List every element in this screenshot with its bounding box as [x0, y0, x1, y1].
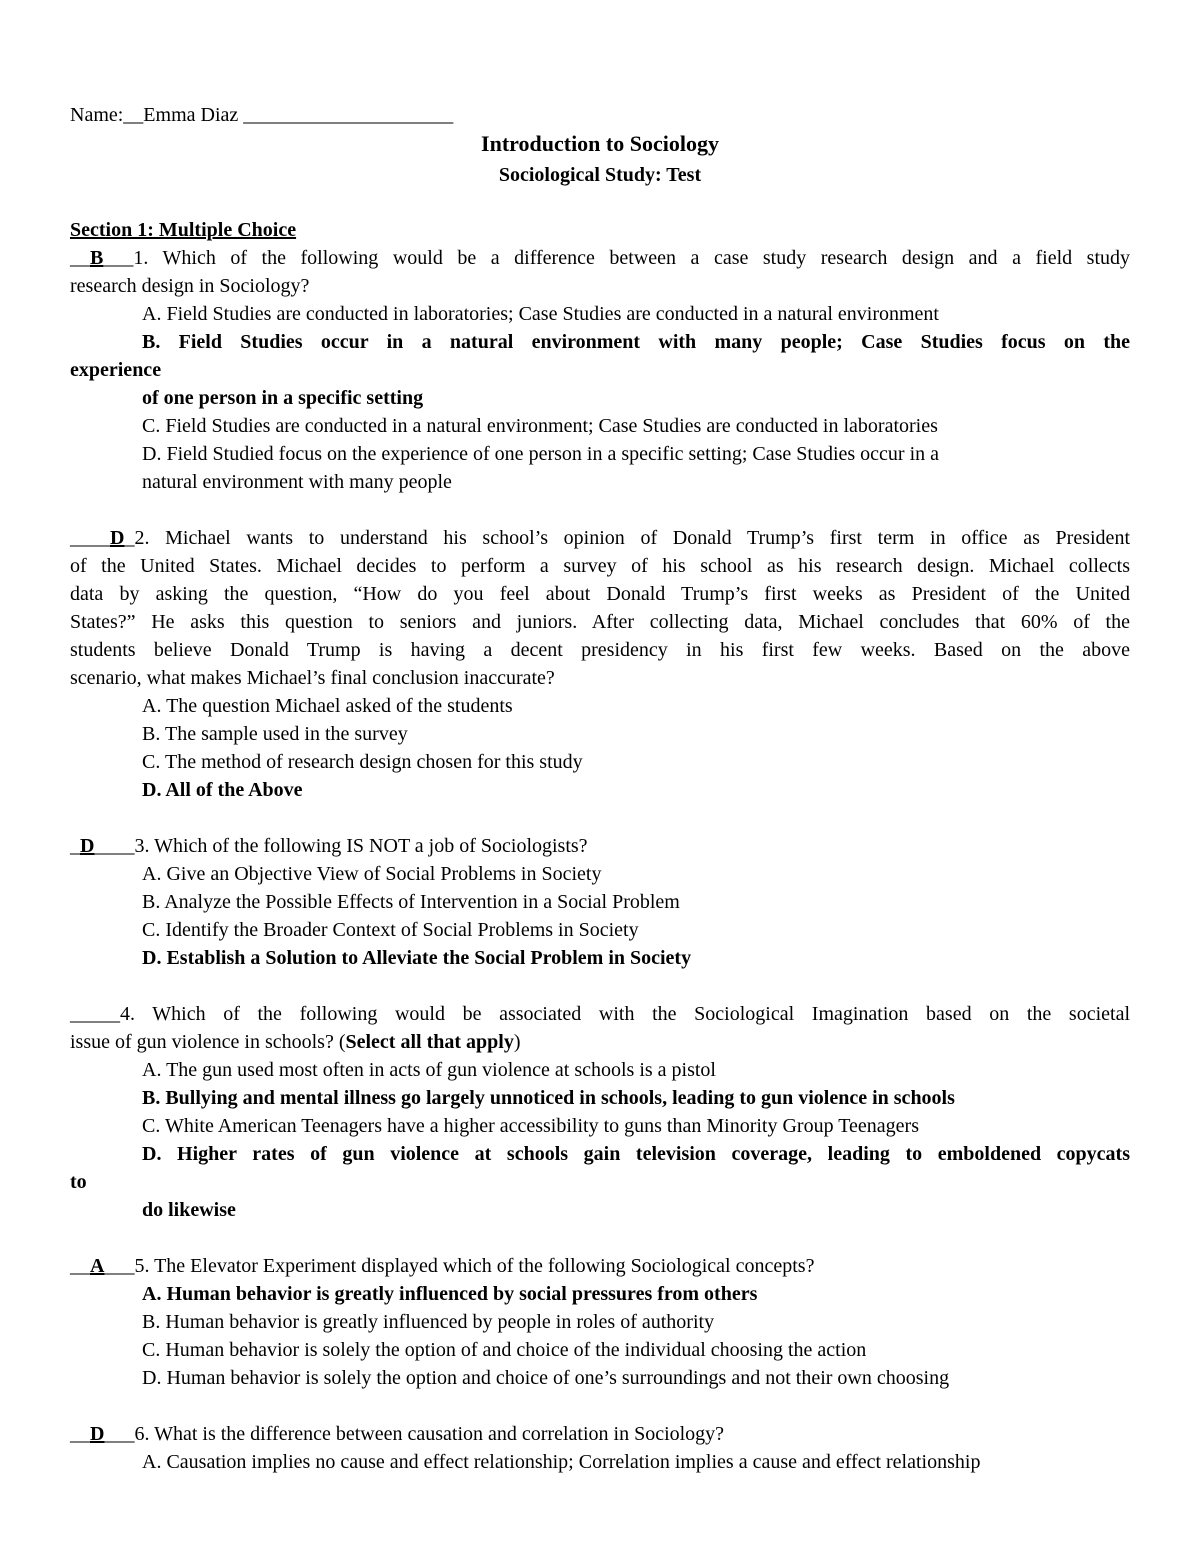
question-3-text: 3. Which of the following IS NOT a job of Sociologists?: [134, 835, 588, 857]
question-2-line-5: students believe Donald Trump is having a decent presidency in his first few weeks. Based on the above: [70, 639, 1130, 661]
answer-blank-pre: ____: [70, 527, 110, 549]
question-3: [70, 832, 1130, 860]
question-5-text: 5. The Elevator Experiment displayed which of the following Sociological concepts?: [134, 1255, 815, 1277]
question-4: [70, 1000, 1130, 1028]
q4-option-a: A. The gun used most often in acts of gun violence at schools is a pistol: [142, 1059, 716, 1081]
q1-option-c: C. Field Studies are conducted in a natural environment; Case Studies are conducted in laboratories: [142, 415, 938, 437]
question-2: [70, 524, 1130, 552]
q2-option-a: A. The question Michael asked of the students: [142, 695, 513, 717]
q4-option-b: B. Bullying and mental illness go largely unnoticed in schools, leading to gun violence in schools: [142, 1087, 955, 1109]
q1-option-b-line-2: experience: [70, 359, 162, 381]
q1-option-d-line-2: natural environment with many people: [142, 471, 452, 493]
answer-6: D: [90, 1423, 105, 1445]
answer-2: D: [110, 527, 125, 549]
name-line: Name:__Emma Diaz _____________________: [70, 104, 454, 126]
answer-blank-pre: __: [70, 247, 90, 269]
answer-blank-pre: __: [70, 1255, 90, 1277]
page-subtitle: Sociological Study: Test: [498, 164, 702, 186]
q3-option-a: A. Give an Objective View of Social Problems in Society: [142, 863, 602, 885]
q5-option-b: B. Human behavior is greatly influenced by people in roles of authority: [142, 1311, 715, 1333]
q1-option-b-line-3: of one person in a specific setting: [142, 387, 424, 409]
question-2-line-4: States?” He asks this question to seniors and juniors. After collecting data, Michael concludes that 60% of the: [70, 611, 1130, 633]
answer-blank-post: ____: [94, 835, 135, 857]
question-2-line-3: data by asking the question, “How do you feel about Donald Trump’s first weeks as President of the United: [70, 583, 1130, 605]
question-6: [70, 1420, 1130, 1448]
question-4-text: 4. Which of the following would be associated with the Sociological Imagination based on the societal: [120, 1003, 1130, 1025]
question-4-line-2: [70, 1028, 1130, 1056]
page-title: Introduction to Sociology: [481, 131, 719, 156]
q2-option-c: C. The method of research design chosen for this study: [142, 751, 583, 773]
question-1-line-2: research design in Sociology?: [70, 275, 310, 297]
question-1: [70, 244, 1130, 272]
q2-option-b: B. The sample used in the survey: [142, 723, 408, 745]
q2-option-d: D. All of the Above: [142, 779, 303, 801]
q5-option-c: C. Human behavior is solely the option of and choice of the individual choosing the action: [142, 1339, 867, 1361]
answer-blank-pre: __: [70, 1423, 90, 1445]
question-2-line-6: scenario, what makes Michael’s final conclusion inaccurate?: [70, 667, 555, 689]
answer-blank-post: ___: [103, 247, 134, 269]
q5-option-a: A. Human behavior is greatly influenced by social pressures from others: [142, 1283, 758, 1305]
section-heading: Section 1: Multiple Choice: [70, 219, 297, 241]
q3-option-d: D. Establish a Solution to Alleviate the Social Problem in Society: [142, 947, 692, 969]
answer-blank-pre: _: [70, 835, 80, 857]
question-1-text: 1. Which of the following would be a difference between a case study research design and a field study: [133, 247, 1130, 269]
select-all-note: Select all that apply: [345, 1031, 514, 1053]
question-5: [70, 1252, 1130, 1280]
question-6-text: 6. What is the difference between causation and correlation in Sociology?: [134, 1423, 725, 1445]
answer-3: D: [80, 835, 95, 857]
question-2-text: 2. Michael wants to understand his school’s opinion of Donald Trump’s first term in office as President: [134, 527, 1130, 549]
answer-blank-post: _: [124, 527, 135, 549]
q4-option-c: C. White American Teenagers have a higher accessibility to guns than Minority Group Teenagers: [142, 1115, 919, 1137]
answer-1: B: [90, 247, 104, 269]
q4-option-d-line-3: do likewise: [142, 1199, 236, 1221]
question-4-line-2-close: ): [513, 1031, 521, 1053]
q1-option-d: D. Field Studied focus on the experience of one person in a specific setting; Case Studies occur in a: [142, 443, 940, 465]
q3-option-c: C. Identify the Broader Context of Social Problems in Society: [142, 919, 639, 941]
q1-option-b: B. Field Studies occur in a natural environment with many people; Case Studies focus on the: [142, 331, 1130, 353]
q3-option-b: B. Analyze the Possible Effects of Intervention in a Social Problem: [142, 891, 680, 913]
question-2-line-2: of the United States. Michael decides to perform a survey of his school as his research design. Michael collects: [70, 555, 1130, 577]
q4-option-d-line-2: to: [70, 1171, 87, 1193]
q4-option-d: D. Higher rates of gun violence at schools gain television coverage, leading to emboldened copycats: [142, 1143, 1130, 1165]
answer-5: A: [90, 1255, 105, 1277]
q6-option-a: A. Causation implies no cause and effect relationship; Correlation implies a cause and effect relationship: [142, 1451, 981, 1473]
answer-blank-post: ___: [104, 1255, 135, 1277]
question-4-line-2-text: issue of gun violence in schools? (: [70, 1031, 346, 1053]
q1-option-a: A. Field Studies are conducted in laboratories; Case Studies are conducted in a natural environment: [142, 303, 939, 325]
answer-blank-post: ___: [104, 1423, 135, 1445]
q5-option-d: D. Human behavior is solely the option and choice of one’s surroundings and not their own choosing: [142, 1367, 950, 1389]
answer-blank: _____: [70, 1003, 120, 1025]
